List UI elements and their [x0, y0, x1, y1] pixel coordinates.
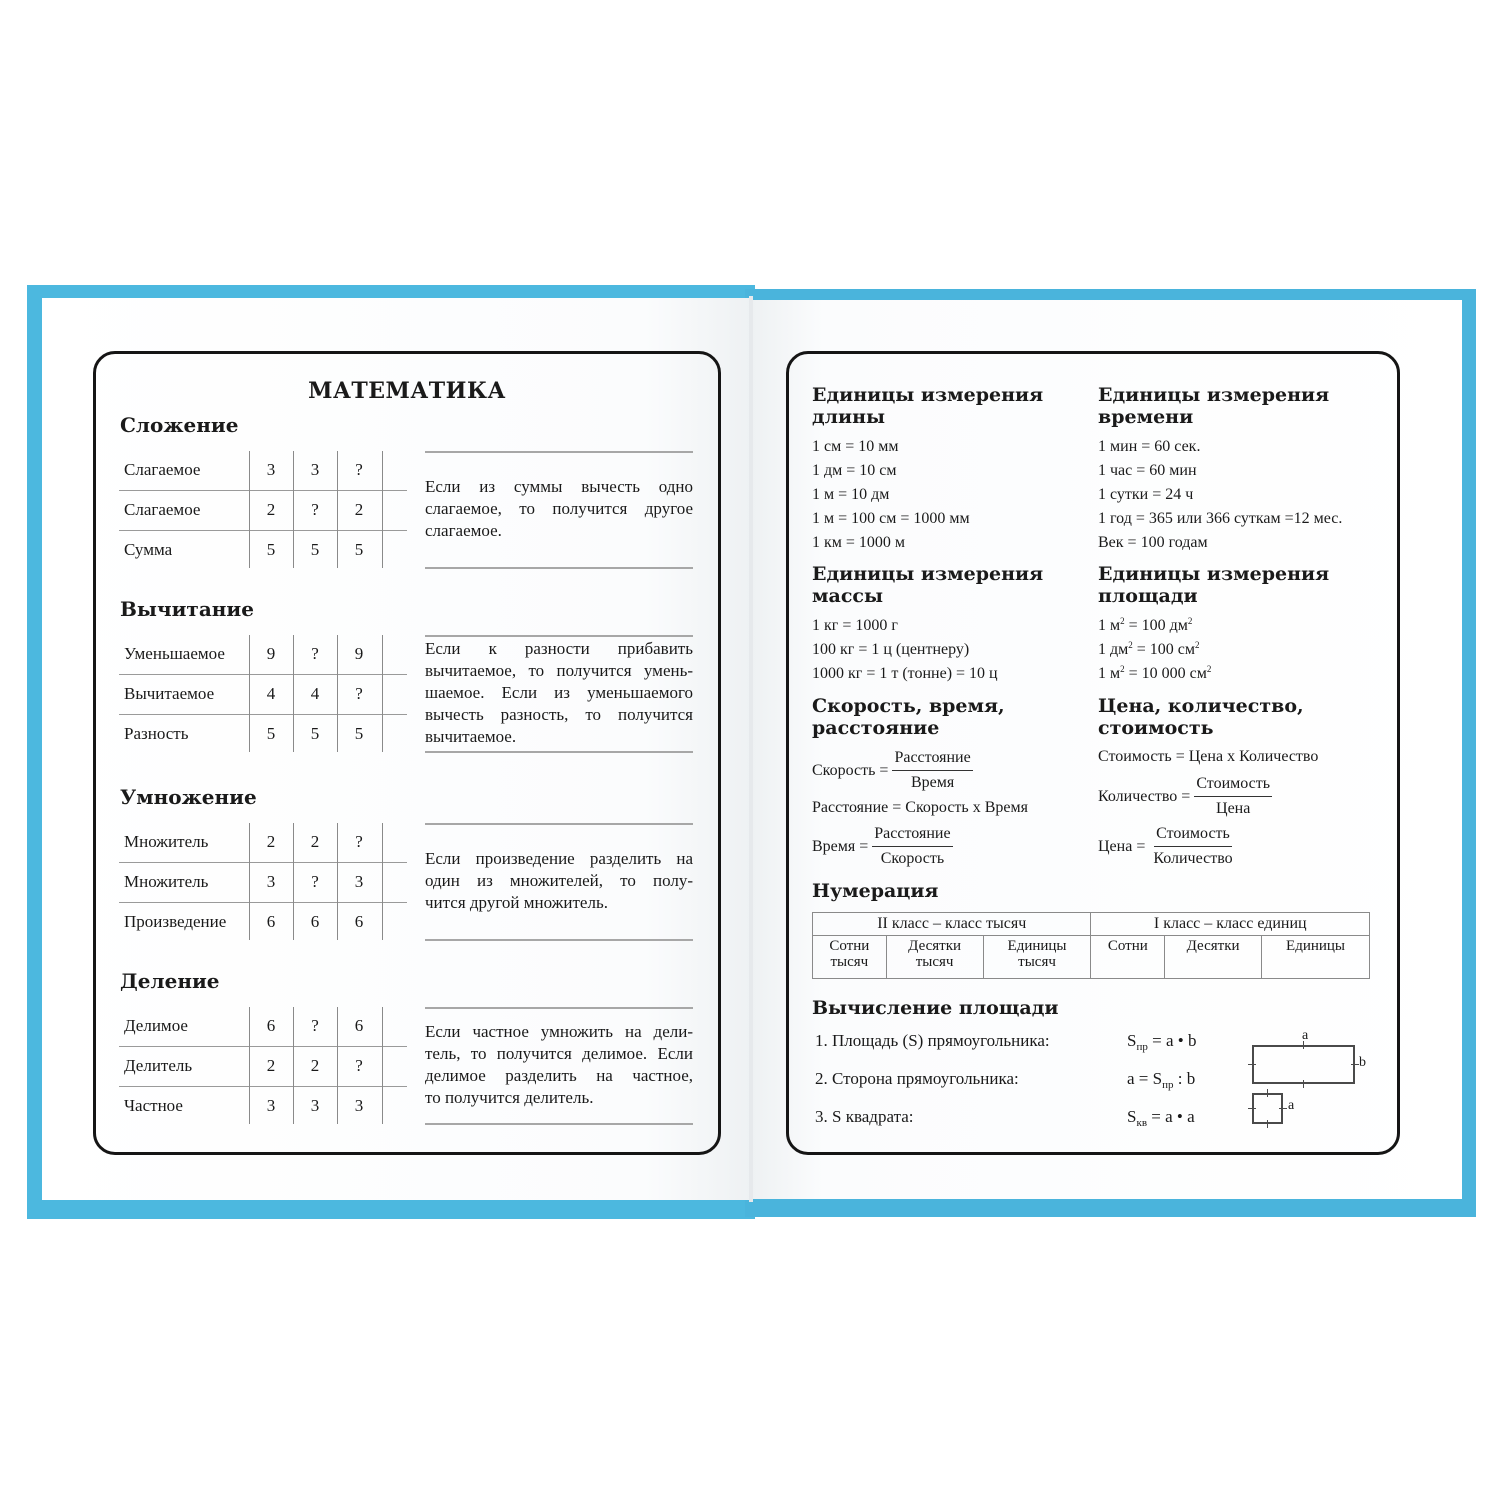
price-title	[1098, 695, 1304, 739]
table-row	[119, 1047, 407, 1087]
cell-value: 3	[266, 1096, 276, 1115]
unit-line	[1098, 617, 1192, 635]
table-column-line	[293, 1007, 294, 1124]
cell-value: 5	[310, 540, 320, 559]
cell-value: 5	[310, 724, 320, 743]
cell-value: ?	[355, 832, 363, 851]
rectangle-tick	[1303, 1080, 1304, 1088]
cell-value: 5	[266, 724, 276, 743]
table-column-line	[293, 635, 294, 752]
area-calc-title: Вычисление площади	[812, 997, 1059, 1019]
cell-value: ?	[311, 500, 319, 519]
unit-line: 1 дм = 10 см	[812, 462, 897, 479]
table-column-line	[382, 1007, 383, 1124]
cell-value: 3	[310, 460, 320, 479]
cell-value: 3	[266, 460, 276, 479]
table-column-line	[382, 823, 383, 940]
rule-line: шаемое. Если из уменьшаемого	[425, 683, 693, 702]
distance-formula: Расстояние = Скорость x Время	[812, 799, 1028, 816]
unit-line: 1 сутки = 24 ч	[1098, 486, 1194, 503]
formula-rest: = a • b	[1147, 1031, 1197, 1050]
rectangle-label-a: a	[1302, 1028, 1309, 1043]
superscript: 2	[1187, 616, 1193, 626]
area-units-title	[1098, 563, 1329, 607]
row-label: Слагаемое	[124, 500, 201, 519]
superscript: 2	[1120, 616, 1125, 626]
rule-text	[425, 848, 693, 914]
cell-value: 4	[310, 684, 320, 703]
square-tick	[1248, 1108, 1256, 1109]
table-column-line	[337, 635, 338, 752]
formula-rest: = a • a	[1147, 1107, 1195, 1126]
rule-box	[425, 1007, 693, 1125]
cell-value: 2	[266, 500, 276, 519]
unit-line: 100 кг = 1 ц (центнеру)	[812, 641, 970, 658]
cell-value: 3	[266, 872, 276, 891]
numeration-column-top: Сотни	[1107, 938, 1148, 954]
length-units-title-line2: длины	[812, 406, 886, 428]
rule-line: то получится делитель.	[425, 1088, 594, 1107]
length-units-title-line1: Единицы измерения	[812, 384, 1044, 406]
area-calc-item-1: 1. Площадь (S) прямоугольника:	[815, 1031, 1050, 1050]
formula-pre: a = S	[1127, 1069, 1163, 1088]
unit-line	[1098, 641, 1200, 659]
mass-units-title	[812, 563, 1043, 607]
table-column-line	[249, 451, 250, 568]
unit-line	[1098, 665, 1211, 683]
row-label: Произведение	[124, 912, 227, 931]
operation-table	[119, 635, 407, 754]
operation-table	[119, 451, 407, 570]
cell-value: ?	[311, 1016, 319, 1035]
speed-title-line2: расстояние	[812, 717, 940, 739]
row-label: Сумма	[124, 540, 173, 559]
section-title: Вычитание	[120, 597, 254, 621]
square-label-a: a	[1288, 1098, 1295, 1113]
rule-line: Если частное умножить на дели-	[425, 1022, 693, 1041]
speed-title	[812, 695, 1005, 739]
price-formula	[1098, 824, 1233, 869]
formula-subscript: кв	[1136, 1117, 1148, 1129]
cell-value: 2	[310, 1056, 320, 1075]
class-thousands-header: II класс – класс тысяч	[813, 913, 1091, 936]
time-units-title-line1: Единицы измерения	[1098, 384, 1330, 406]
numeration-column-bottom: тысяч	[915, 954, 954, 970]
table-row	[119, 635, 407, 675]
row-label: Частное	[124, 1096, 183, 1115]
superscript: 2	[1120, 664, 1125, 674]
unit-line: 1 кг = 1000 г	[812, 617, 898, 634]
table-row	[119, 491, 407, 531]
table-row	[119, 823, 407, 863]
formula-subscript: пр	[1162, 1079, 1174, 1091]
numeration-column-top: Единицы	[1286, 938, 1346, 954]
rule-box	[425, 451, 693, 569]
area-units-title-line1: Единицы измерения	[1098, 563, 1330, 585]
cell-value: 6	[354, 912, 364, 931]
time-formula-denominator: Скорость	[880, 850, 945, 867]
square-tick	[1267, 1089, 1268, 1097]
cell-value: 5	[354, 724, 364, 743]
rule-line: Если из суммы вычесть одно	[425, 477, 693, 496]
unit-line: 1 мин = 60 сек.	[1098, 438, 1201, 455]
price-title-line2: стоимость	[1098, 717, 1214, 739]
price-formula-lhs: Цена =	[1098, 837, 1146, 855]
row-label: Множитель	[124, 832, 209, 851]
time-formula-numerator: Расстояние	[872, 824, 952, 847]
mass-units-title-line1: Единицы измерения	[812, 563, 1044, 585]
quantity-formula-lhs: Количество =	[1098, 787, 1191, 805]
formula-s: S	[1127, 1107, 1137, 1126]
numeration-column-top: Десятки	[1186, 938, 1240, 954]
cell-value: 3	[354, 872, 364, 891]
cell-value: 5	[266, 540, 276, 559]
table-column-line	[249, 823, 250, 940]
cell-value: ?	[311, 644, 319, 663]
numeration-column	[983, 936, 1091, 979]
numeration-column-top: Десятки	[908, 938, 962, 954]
row-label: Слагаемое	[124, 460, 201, 479]
numeration-title: Нумерация	[812, 880, 939, 902]
rectangle-tick	[1351, 1064, 1359, 1065]
rule-line: тель, то получится делимое. Если	[425, 1044, 693, 1063]
numeration-column-top: Сотни	[829, 938, 870, 954]
class-units-header: I класс – класс единиц	[1091, 913, 1370, 936]
area-calc-item-3: 3. S квадрата:	[815, 1107, 914, 1126]
rule-box	[425, 635, 693, 753]
cost-formula: Стоимость = Цена x Количество	[1098, 748, 1319, 765]
rule-line: слагаемое, то получится другое	[425, 499, 693, 518]
speed-formula-lhs: Скорость =	[812, 761, 889, 779]
operation-table	[119, 1007, 407, 1126]
table-column-line	[337, 1007, 338, 1124]
rule-line: слагаемое.	[425, 521, 502, 540]
unit-line: 1000 кг = 1 т (тонне) = 10 ц	[812, 665, 998, 682]
section-title: Сложение	[120, 413, 239, 437]
rule-line: вычесть разность, то получится	[425, 705, 693, 724]
square-tick	[1267, 1120, 1268, 1128]
time-formula	[812, 824, 953, 869]
table-column-line	[337, 451, 338, 568]
time-units-title-line2: времени	[1098, 406, 1194, 428]
speed-formula	[812, 748, 973, 793]
superscript: 2	[1128, 640, 1133, 650]
numeration-column-bottom: тысяч	[830, 954, 869, 970]
unit-part: 1 м	[1098, 665, 1121, 682]
table-row	[119, 903, 407, 942]
square-area-formula	[1127, 1107, 1195, 1127]
time-formula-lhs: Время =	[812, 837, 869, 855]
price-formula-denominator: Количество	[1153, 850, 1233, 867]
formula-subscript: пр	[1136, 1041, 1148, 1053]
rectangle-side-formula	[1127, 1069, 1195, 1089]
rule-text	[425, 1021, 693, 1109]
cell-value: ?	[355, 684, 363, 703]
table-column-line	[249, 635, 250, 752]
unit-line: 1 час = 60 мин	[1098, 462, 1197, 479]
cell-value: 9	[354, 644, 364, 663]
unit-part: = 100 дм	[1124, 617, 1188, 634]
rule-line: чится другой множитель.	[425, 893, 608, 912]
rule-line: один из множителей, то полу-	[425, 871, 693, 890]
cell-value: 6	[266, 1016, 276, 1035]
superscript: 2	[1206, 664, 1212, 674]
book-spine	[749, 296, 753, 1202]
speed-title-line1: Скорость, время,	[812, 695, 1005, 717]
cell-value: 4	[266, 684, 276, 703]
section-title: Умножение	[120, 785, 257, 809]
cell-value: 3	[310, 1096, 320, 1115]
price-formula-numerator: Стоимость	[1154, 824, 1232, 847]
numeration-column	[1091, 936, 1165, 979]
unit-line: 1 м = 10 дм	[812, 486, 890, 503]
speed-formula-numerator: Расстояние	[892, 748, 972, 771]
formula-rest: : b	[1173, 1069, 1196, 1088]
numeration-column	[813, 936, 887, 979]
rule-line: делимое разделить на частное,	[425, 1066, 693, 1085]
rectangle-tick	[1248, 1064, 1256, 1065]
section-title: Деление	[120, 969, 220, 993]
row-label: Уменьшаемое	[124, 644, 225, 663]
price-title-line1: Цена, количество,	[1098, 695, 1304, 717]
numeration-column-bottom: тысяч	[1018, 954, 1056, 970]
unit-line: 1 км = 1000 м	[812, 534, 906, 551]
table-row	[119, 531, 407, 570]
numeration-column-top: Единицы	[1007, 938, 1067, 954]
rule-text	[425, 476, 693, 542]
cell-value: 6	[310, 912, 320, 931]
row-label: Разность	[124, 724, 189, 743]
row-label: Вычитаемое	[124, 684, 215, 703]
unit-line: 1 м = 100 см = 1000 мм	[812, 510, 970, 527]
table-row	[119, 675, 407, 715]
table-row	[119, 1087, 407, 1126]
table-column-line	[293, 451, 294, 568]
table-row	[119, 715, 407, 754]
page-title: МАТЕМАТИКА	[308, 378, 506, 404]
area-calc-item-2: 2. Сторона прямоугольника:	[815, 1069, 1019, 1088]
cell-value: ?	[355, 1056, 363, 1075]
quantity-formula	[1098, 774, 1272, 819]
row-label: Множитель	[124, 872, 209, 891]
unit-part: = 100 см	[1132, 641, 1196, 658]
rule-line: Если произведение разделить на	[425, 849, 693, 868]
cell-value: 6	[354, 1016, 364, 1035]
mass-units-title-line2: массы	[812, 585, 883, 607]
unit-part: 1 м	[1098, 617, 1121, 634]
quantity-formula-denominator: Цена	[1216, 800, 1251, 817]
numeration-column	[1165, 936, 1262, 979]
cell-value: 5	[354, 540, 364, 559]
time-units-title	[1098, 384, 1329, 428]
table-column-line	[382, 451, 383, 568]
rule-box	[425, 823, 693, 941]
rectangle-label-b: b	[1359, 1055, 1366, 1070]
table-row	[119, 863, 407, 903]
rule-text	[425, 638, 693, 748]
unit-part: 1 дм	[1098, 641, 1129, 658]
cell-value: 2	[310, 832, 320, 851]
speed-formula-denominator: Время	[910, 774, 955, 791]
cell-value: 2	[266, 1056, 276, 1075]
row-label: Делимое	[124, 1016, 188, 1035]
table-column-line	[249, 1007, 250, 1124]
quantity-formula-numerator: Стоимость	[1194, 774, 1272, 797]
numeration-column	[1262, 936, 1370, 979]
table-column-line	[293, 823, 294, 940]
numeration-table	[812, 912, 1370, 979]
table-column-line	[337, 823, 338, 940]
cell-value: 9	[266, 644, 276, 663]
rule-line: Если к разности прибавить	[425, 639, 693, 658]
rule-line: вычитаемое, то получится умень-	[425, 661, 693, 680]
numeration-column	[886, 936, 983, 979]
cell-value: 2	[266, 832, 276, 851]
cell-value: ?	[355, 460, 363, 479]
table-column-line	[382, 635, 383, 752]
rectangle-area-formula	[1127, 1031, 1196, 1051]
area-units-title-line2: площади	[1098, 585, 1198, 607]
cell-value: ?	[311, 872, 319, 891]
table-row	[119, 451, 407, 491]
rule-line: вычитаемое.	[425, 727, 517, 746]
unit-line: 1 см = 10 мм	[812, 438, 899, 455]
unit-line: 1 год = 365 или 366 суткам =12 мес.	[1098, 510, 1343, 527]
superscript: 2	[1195, 640, 1200, 650]
row-label: Делитель	[124, 1056, 193, 1075]
cell-value: 3	[354, 1096, 364, 1115]
square-tick	[1279, 1108, 1287, 1109]
table-row	[119, 1007, 407, 1047]
formula-s: S	[1127, 1031, 1137, 1050]
cell-value: 2	[354, 500, 364, 519]
length-units-title	[812, 384, 1043, 428]
rectangle-diagram	[1252, 1045, 1355, 1084]
operation-table	[119, 823, 407, 942]
cell-value: 6	[266, 912, 276, 931]
unit-part: = 10 000 см	[1124, 665, 1207, 682]
unit-line: Век = 100 годам	[1098, 534, 1208, 551]
